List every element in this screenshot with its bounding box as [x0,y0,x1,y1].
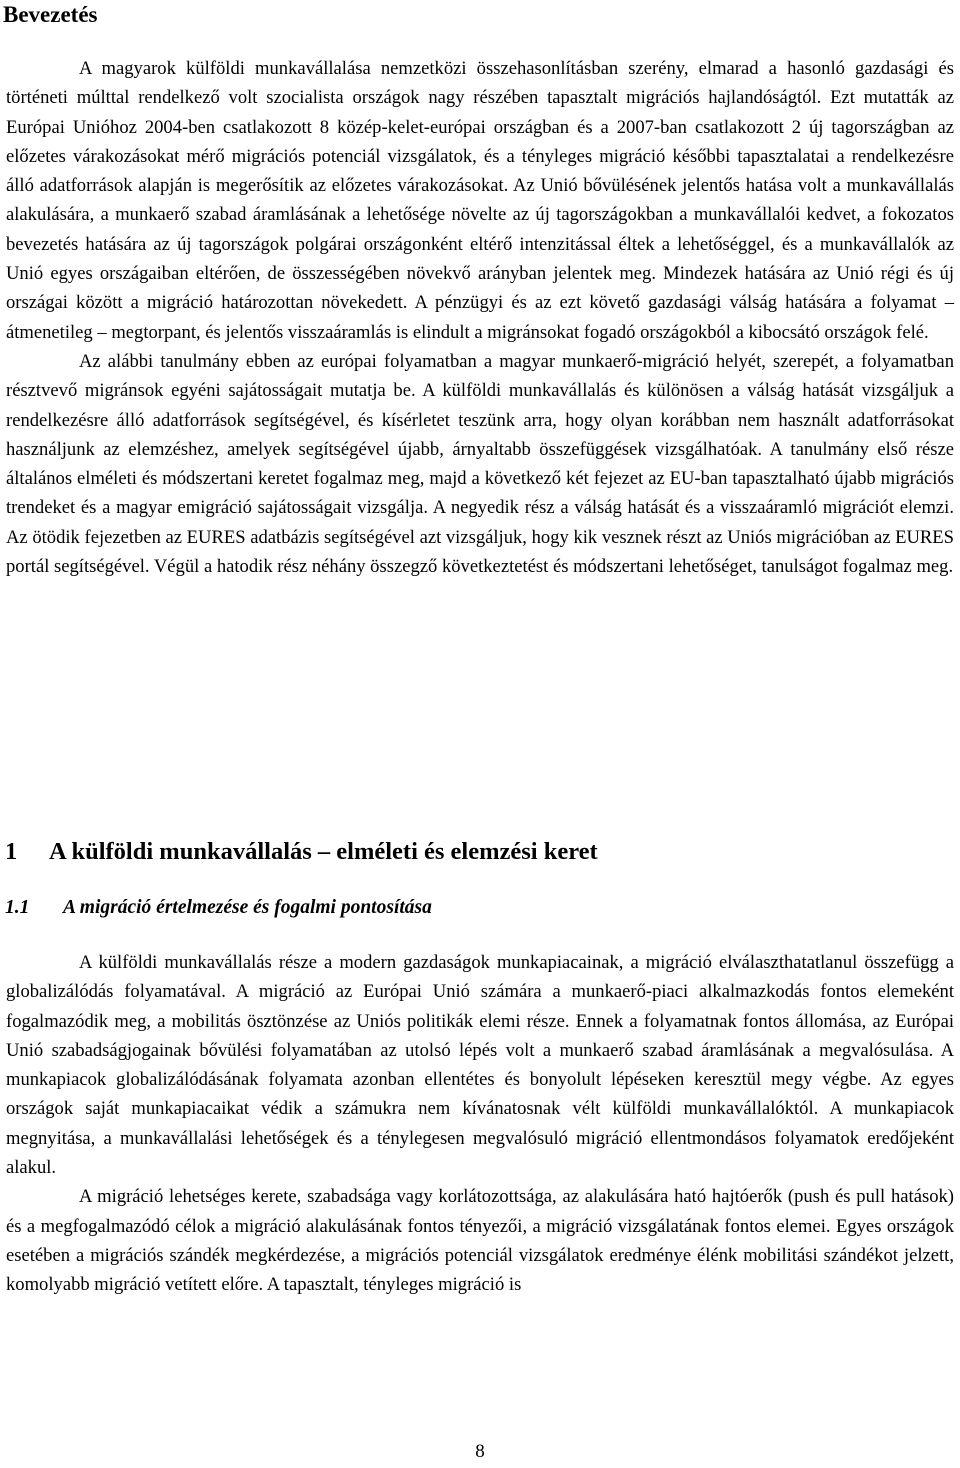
subsection-text-block [6,948,954,1300]
paragraph: A migráció lehetséges kerete, szabadsága vagy korlátozottsága, az alakulására ható hajtóerők (push és pull hatások) és a megfogalmazódó célok a migráció alakulásának fontos tényezői, a migráció vizsgálatának fontos elemei. Egyes országok esetében a migrációs szándék megkérdezése, a migrációs potenciál vizsgálatok eredménye élénk mobilitási szándékot jelzett, komolyabb migráció vetített előre. A tapasztalt, tényleges migráció is [6,1186,954,1296]
intro-text-block [6,54,954,581]
paragraph: Az alábbi tanulmány ebben az európai folyamatban a magyar munkaerő-migráció helyét, szerepét, a folyamatban résztvevő migránsok egyéni sajátosságait mutatja be. A külföldi munkavállalás és különösen a válság hatását vizsgáljuk a rendelkezésre álló adatforrások segítségével, és kísérletet teszünk arra, hogy olyan korábban nem használt adatforrásokat használjunk az elemzéshez, amelyek segítségével újabb, árnyaltabb összefüggések vizsgálhatóak. A tanulmány első része általános elméleti és módszertani keretet fogalmaz meg, majd a következő két fejezet az EU-ban tapasztalható újabb migrációs trendeket és a magyar emigráció sajátosságait vizsgálja. A negyedik rész a válság hatását és a visszaáramló migrációt elemzi. Az ötödik fejezetben az EURES adatbázis segítségével azt vizsgáljuk, hogy kik vesznek részt az Uniós migrációban az EURES portál segítségével. Végül a hatodik rész néhány összegző következtetést és módszertani lehetőséget, tanulságot fogalmaz meg. [6,350,954,578]
chapter-heading [5,834,598,870]
page-number: 8 [475,1441,485,1462]
section-heading: Bevezetés [3,2,98,27]
chapter-title: A külföldi munkavállalás – elméleti és elemzési keret [49,838,598,865]
paragraph: A külföldi munkavállalás része a modern gazdaságok munkapiacainak, a migráció elválaszthatatlanul összefügg a globalizálódás folyamatával. A migráció az Európai Unió számára a munkaerő-piaci alkalmazkodás fontos elemeként fogalmazódik meg, a mobilitás ösztönzése az Uniós politikák elemi része. Ennek a folyamatnak fontos állomása, az Európai Unió szabadságjogainak bővülési folyamatában az utolsó lépés volt a munkaerő szabad áramlásának a megvalósulása. A munkapiacok globalizálódásának folyamata azonban ellentétes és bonyolult lépéseken keresztül megy végbe. Az egyes országok saját munkapiacaikat védik a számukra nem kívánatosnak vélt külföldi munkavállalóktól. A munkapiacok megnyitása, a munkavállalási lehetőségek és a ténylegesen megvalósuló migráció ellentmondásos folyamatok eredőjeként alakul. [6,952,954,1179]
paragraph: A magyarok külföldi munkavállalása nemzetközi összehasonlításban szerény, elmarad a hasonló gazdasági és történeti múlttal rendelkező volt szocialista országok nagy részében tapasztalt migrációs hajlandóságtól. Ezt mutatták az Európai Unióhoz 2004-ben csatlakozott 8 közép-kelet-európai országban és a 2007-ban csatlakozott 2 új tagországban az előzetes várakozásokat mérő migrációs potenciál vizsgálatok, és a tényleges migráció későbbi tapasztalatai a rendelkezésre álló adatforrások alapján is megerősítik az előzetes várakozásokat. Az Unió bővülésének jelentős hatása volt a munkavállalás alakulására, a munkaerő szabad áramlásának a lehetősége növelte az új tagországokban a munkavállalói kedvet, a fokozatos bevezetés hatására az új tagországok polgárai országonként eltérő intenzitással éltek a lehetőséggel, és a munkavállalók az Unió egyes országaiban eltérően, de összességében növekvő arányban jelentek meg. Mindezek hatására az Unió régi és új országai között a migráció határozottan növekedett. A pénzügyi és az ezt követő gazdasági válság hatására a folyamat – átmenetileg – megtorpant, és jelentős visszaáramlás is elindult a migránsokat fogadó országokból a kibocsátó országok felé. [6,58,954,343]
chapter-number: 1 [5,838,18,865]
subsection-title: A migráció értelmezése és fogalmi pontosítása [63,897,432,918]
subsection-number: 1.1 [5,897,30,918]
subsection-heading [5,893,432,923]
